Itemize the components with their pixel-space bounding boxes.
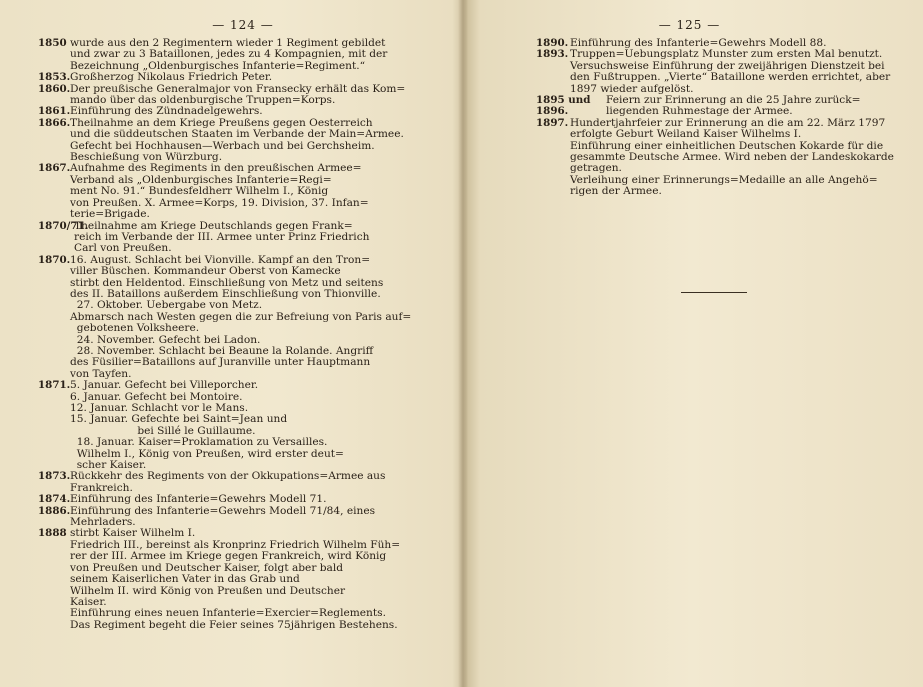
entry-line: rigen der Armee.	[570, 185, 662, 198]
entry-line: Bezeichnung „Oldenburgisches Infanterie=Regiment.“	[70, 59, 365, 72]
entry-line: liegenden Ruhmestage der Armee.	[606, 105, 793, 118]
entry-line: Theilnahme an dem Kriege Preußens gegen Oesterreich	[70, 116, 373, 129]
chronology-entry	[38, 221, 448, 255]
entry-year: 1870.	[38, 253, 71, 266]
entry-text	[70, 380, 448, 471]
entry-line: von Preußen. X. Armee=Korps, 19. Division, 37. Infan=	[70, 196, 369, 209]
chronology-entry	[38, 84, 448, 107]
entry-line: stirbt Kaiser Wilhelm I.	[70, 527, 196, 540]
entry-line: Rückkehr des Regiments von der Okkupations=Armee aus	[70, 470, 386, 483]
entry-line: 1897 wieder aufgelöst.	[570, 82, 694, 95]
page-number-left: — 124 —	[212, 18, 274, 32]
entry-line: Einführung einer einheitlichen Deutschen Kokarde für die	[570, 139, 884, 152]
entry-line: Carl von Preußen.	[74, 242, 172, 255]
entry-line: Aufnahme des Regiments in den preußischen Armee=	[70, 162, 362, 175]
entry-line: 12. Januar. Schlacht vor le Mans.	[70, 402, 249, 414]
entry-line: Versuchsweise Einführung der zweijährigen Dienstzeit bei	[570, 59, 885, 72]
page-number-right: — 125 —	[658, 18, 721, 32]
entry-line: Einführung des Zündnadelgewehrs.	[70, 105, 263, 118]
entry-year: 1867.	[38, 162, 71, 175]
chronology-entry	[38, 506, 448, 529]
entry-year: 1890.	[536, 37, 569, 49]
entry-line: 28. November. Schlacht bei Beaune la Rolande. Angriff	[70, 344, 374, 357]
entry-line: Frankreich.	[70, 481, 133, 494]
entry-line: Einführung des Infanterie=Gewehrs Modell 88.	[570, 37, 827, 49]
chronology-entry	[38, 255, 448, 380]
entry-line: bei Sillé le Guillaume.	[70, 424, 256, 437]
entry-line: Friedrich III., bereinst als Kronprinz Friedrich Wilhelm Füh=	[70, 538, 401, 551]
entry-line: von Preußen und Deutscher Kaiser, folgt aber bald	[70, 561, 344, 574]
entry-line: Verleihung einer Erinnerungs=Medaille an alle Angehö=	[570, 173, 878, 186]
entry-year: 1873.	[38, 470, 71, 483]
entry-line: Truppen=Uebungsplatz Munster zum ersten Mal benutzt.	[570, 48, 883, 61]
entry-line: scher Kaiser.	[70, 459, 147, 472]
entry-line: 5. Januar. Gefecht bei Villeporcher.	[70, 379, 259, 392]
entry-text	[70, 163, 448, 220]
entry-line: Das Regiment begeht die Feier seines 75jährigen Bestehens.	[70, 618, 398, 631]
entry-line: 27. Oktober. Uebergabe von Metz.	[70, 299, 263, 312]
entry-year: 1895 und 1896.	[536, 94, 591, 118]
entry-text	[570, 49, 903, 95]
entry-line: Feiern zur Erinnerung an die 25 Jahre zurück=	[606, 94, 861, 107]
right-page	[466, 0, 923, 687]
entry-text	[570, 118, 903, 198]
entry-line: wurde aus den 2 Regimentern wieder 1 Regiment gebildet	[70, 37, 386, 49]
entry-line: viller Büschen. Kommandeur Oberst von Kamecke	[70, 265, 341, 278]
chronology-list-left	[38, 38, 448, 631]
entry-line: Mehrladers.	[70, 516, 136, 529]
entry-line: erfolgte Geburt Weiland Kaiser Wilhelms I.	[570, 128, 802, 141]
entry-text	[70, 38, 448, 72]
chronology-entry	[536, 95, 903, 118]
entry-line: 15. Januar. Gefechte bei Saint=Jean und	[70, 413, 288, 426]
entry-line: Hundertjahrfeier zur Erinnerung an die am 22. März 1797	[570, 116, 886, 129]
entry-year: 1861.	[38, 105, 71, 118]
entry-line: Verband als „Oldenburgisches Infanterie=Regi=	[70, 173, 332, 186]
entry-year: 1886.	[38, 504, 71, 517]
entry-line: 18. Januar. Kaiser=Proklamation zu Versailles.	[70, 436, 328, 449]
entry-line: terie=Brigade.	[70, 208, 150, 221]
chronology-entry	[536, 118, 903, 198]
entry-line: Wilhelm I., König von Preußen, wird erster deut=	[70, 447, 344, 460]
chronology-list-right	[536, 38, 903, 198]
chronology-entry	[38, 72, 448, 83]
entry-text	[606, 95, 903, 118]
entry-line: reich im Verbande der III. Armee unter Prinz Friedrich	[74, 230, 370, 243]
chronology-entry	[38, 163, 448, 220]
entry-year: 1874.	[38, 493, 71, 506]
entry-line: gebotenen Volksheere.	[70, 322, 200, 335]
entry-line: Einführung des Infanterie=Gewehrs Modell 71/84, eines	[70, 504, 376, 517]
entry-year: 1850	[38, 37, 67, 49]
entry-text	[70, 506, 448, 529]
entry-line: 24. November. Gefecht bei Ladon.	[70, 333, 261, 346]
entry-text	[70, 528, 448, 631]
entry-line: 16. August. Schlacht bei Vionville. Kampf an den Tron=	[70, 253, 371, 266]
entry-line: Theilnahme am Kriege Deutschlands gegen Frank=	[74, 219, 353, 232]
entry-line: Einführung eines neuen Infanterie=Exercier=Reglements.	[70, 607, 386, 620]
entry-year: 1870/71.	[38, 219, 89, 232]
entry-line: Der preußische Generalmajor von Fransecky erhält das Kom=	[70, 82, 406, 95]
chronology-entry	[38, 38, 448, 72]
entry-year: 1853.	[38, 71, 71, 84]
entry-line: stirbt den Heldentod. Einschließung von Metz und seitens	[70, 276, 384, 289]
entry-line: und zwar zu 3 Bataillonen, jedes zu 4 Kompagnien, mit der	[70, 48, 388, 61]
entry-text	[70, 494, 448, 505]
entry-text	[70, 471, 448, 494]
entry-line: ment No. 91.“ Bundesfeldherr Wilhelm I., König	[70, 185, 329, 198]
entry-line: seinem Kaiserlichen Vater in das Grab und	[70, 573, 300, 586]
entry-line: Großherzog Nikolaus Friedrich Peter.	[70, 71, 273, 84]
chronology-entry	[38, 494, 448, 505]
entry-line: gesammte Deutsche Armee. Wird neben der Landeskokarde	[570, 151, 894, 164]
entry-line: Gefecht bei Hochhausen—Werbach und bei Gerchsheim.	[70, 139, 375, 152]
entry-year: 1897.	[536, 116, 569, 129]
entry-year: 1866.	[38, 116, 71, 129]
entry-line: rer der III. Armee im Kriege gegen Frankreich, wird König	[70, 550, 387, 563]
entry-line: von Tayfen.	[70, 367, 132, 380]
entry-line: des Füsilier=Bataillons auf Juranville unter Hauptmann	[70, 356, 371, 369]
entry-line: Beschießung von Würzburg.	[70, 151, 223, 164]
entry-line: getragen.	[570, 162, 622, 175]
chronology-entry	[38, 528, 448, 631]
entry-year: 1893.	[536, 48, 569, 61]
entry-text	[70, 72, 448, 83]
chronology-entry	[38, 118, 448, 164]
entry-text	[70, 118, 448, 164]
end-rule	[681, 292, 747, 293]
entry-text	[70, 84, 448, 107]
entry-line: und die süddeutschen Staaten im Verbande der Main=Armee.	[70, 128, 404, 141]
entry-year: 1888	[38, 527, 67, 540]
entry-line: den Fußtruppen. „Vierte“ Bataillone werden errichtet, aber	[570, 71, 891, 84]
chronology-entry	[38, 380, 448, 471]
chronology-entry	[536, 49, 903, 95]
entry-line: 6. Januar. Gefecht bei Montoire.	[70, 390, 243, 403]
entry-line: Wilhelm II. wird König von Preußen und Deutscher	[70, 584, 346, 597]
entry-year: 1860.	[38, 82, 71, 95]
entry-line: Abmarsch nach Westen gegen die zur Befreiung von Paris auf=	[70, 310, 412, 323]
entry-line: Kaiser.	[70, 595, 107, 608]
entry-text	[74, 221, 448, 255]
entry-text	[70, 255, 448, 380]
entry-line: mando über das oldenburgische Truppen=Korps.	[70, 94, 336, 107]
entry-year: 1871.	[38, 379, 71, 392]
entry-line: Einführung des Infanterie=Gewehrs Modell 71.	[70, 493, 327, 506]
entry-line: des II. Bataillons außerdem Einschließung von Thionville.	[70, 287, 381, 300]
chronology-entry	[38, 471, 448, 494]
